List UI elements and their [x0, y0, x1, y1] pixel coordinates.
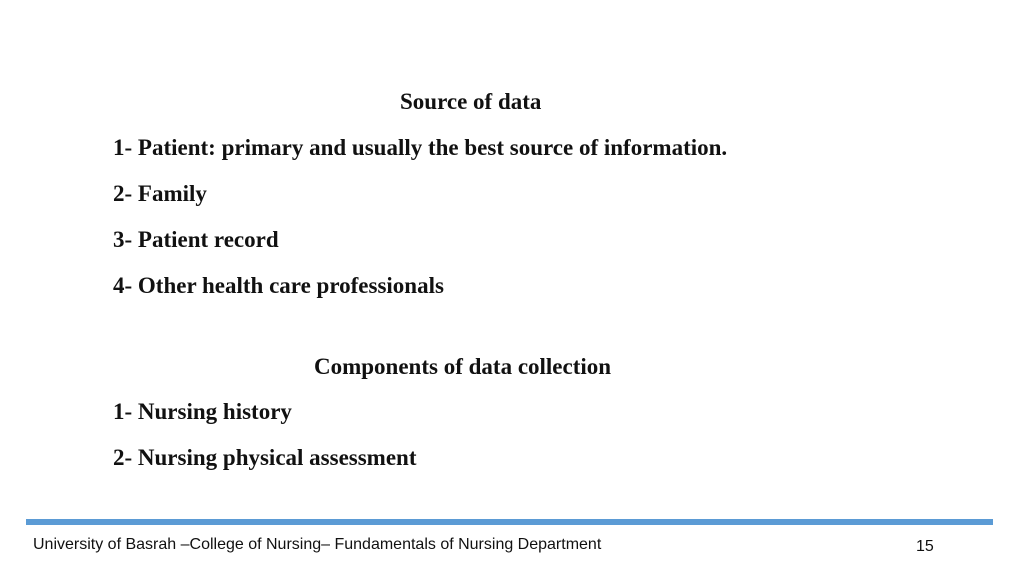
- footer-text: University of Basrah –College of Nursing– Fundamentals of Nursing Department: [33, 536, 602, 553]
- section-heading-source-of-data: Source of data: [400, 89, 542, 114]
- list-item: 2- Nursing physical assessment: [113, 445, 417, 470]
- list-item: 3- Patient record: [113, 227, 279, 252]
- section-heading-components: Components of data collection: [314, 354, 612, 379]
- list-item: 1- Patient: primary and usually the best source of information.: [113, 135, 728, 160]
- list-item: 1- Nursing history: [113, 399, 292, 424]
- page-number: 15: [916, 538, 934, 555]
- footer-divider: [26, 519, 993, 525]
- list-item: 4- Other health care professionals: [113, 273, 444, 298]
- list-item: 2- Family: [113, 181, 207, 206]
